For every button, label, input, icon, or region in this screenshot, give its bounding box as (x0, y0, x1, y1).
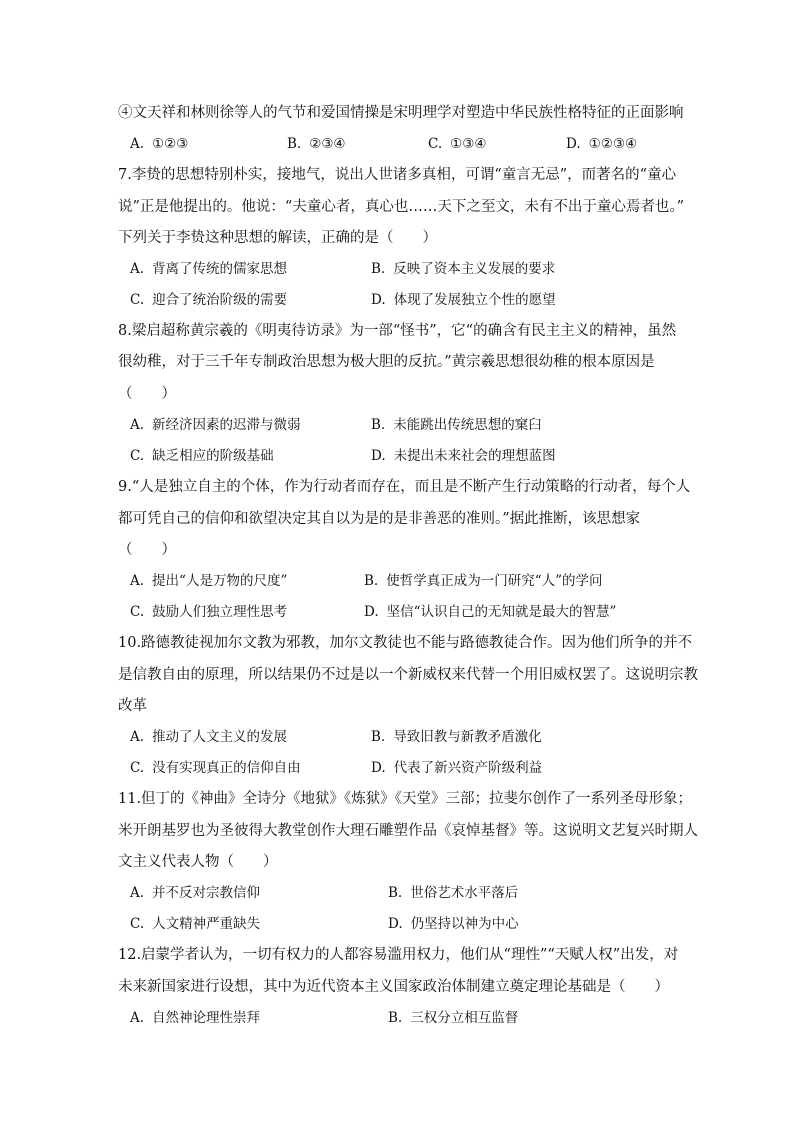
q10-stem-line-3: 改革 (118, 698, 147, 714)
option-text: 没有实现真正的信仰自由 (152, 760, 301, 776)
q7-option-c[interactable] (130, 290, 287, 310)
option-label: C. (130, 916, 145, 932)
option-text: 背离了传统的儒家思想 (152, 261, 288, 277)
q8-stem-line-3: （ ） (118, 386, 176, 402)
option-label: B. (371, 417, 386, 433)
q10-stem-line-2: 是信教自由的原理，所以结果仍不过是以一个新威权来代替一个用旧威权罢了。这说明宗教 (118, 667, 698, 683)
q12-option-b[interactable] (388, 1008, 518, 1028)
option-text: 新经济因素的迟滞与微弱 (152, 417, 301, 433)
option-label: B. (371, 729, 386, 745)
option-text: 世俗艺术水平落后 (410, 885, 519, 901)
option-label: C. (130, 604, 145, 620)
option-label: C. (130, 292, 145, 308)
option-text: 人文精神严重缺失 (152, 916, 261, 932)
option-label: C. (130, 760, 145, 776)
option-text: 使哲学真正成为一门研究“人”的学问 (386, 573, 603, 589)
q9-option-a[interactable] (130, 571, 287, 591)
option-text: 迎合了统治阶级的需要 (152, 292, 288, 308)
option-label: D. (566, 136, 581, 152)
q7-option-d[interactable] (371, 290, 556, 310)
q9-stem-line-1: 9.“人是独立自主的个体，作为行动者而存在，而且是不断产生行动策略的行动者，每个人 (118, 479, 691, 495)
q6-option-c[interactable] (428, 134, 486, 154)
option-text: 提出“人是万物的尺度” (152, 573, 288, 589)
option-text: 体现了发展独立个性的愿望 (393, 292, 556, 308)
option-label: A. (130, 885, 145, 901)
q8-stem-line-1: 8.梁启超称黄宗羲的《明夷待访录》为一部“怪书”，它“的确含有民主主义的精神，虽然 (118, 323, 677, 339)
option-label: D. (371, 292, 386, 308)
q11-option-c[interactable] (130, 914, 260, 934)
option-text: 导致旧教与新教矛盾激化 (393, 729, 542, 745)
option-label: C. (428, 136, 443, 152)
option-text: 并不反对宗教信仰 (152, 885, 261, 901)
option-text: 未能跳出传统思想的窠臼 (393, 417, 542, 433)
option-label: A. (130, 136, 145, 152)
q10-option-b[interactable] (371, 727, 542, 747)
option-text: 鼓励人们独立理性思考 (152, 604, 288, 620)
option-label: B. (371, 261, 386, 277)
option-label: C. (130, 448, 145, 464)
option-text: 缺乏相应的阶级基础 (152, 448, 274, 464)
q11-option-d[interactable] (388, 914, 519, 934)
q11-stem-line-2: 米开朗基罗也为圣彼得大教堂创作大理石雕塑作品《哀悼基督》等。这说明文艺复兴时期人 (118, 823, 698, 839)
q11-option-a[interactable] (130, 883, 260, 903)
q10-stem-line-1: 10.路德教徒视加尔文教为邪教，加尔文教徒也不能与路德教徒合作。因为他们所争的并不 (118, 635, 693, 651)
option-label: A. (130, 261, 145, 277)
option-label: A. (130, 729, 145, 745)
q10-option-d[interactable] (371, 758, 542, 778)
q8-option-d[interactable] (371, 446, 556, 466)
q7-option-b[interactable] (371, 259, 555, 279)
q9-option-d[interactable] (364, 602, 616, 622)
option-text: 坚信“认识自己的无知就是最大的智慧” (386, 604, 617, 620)
option-label: D. (388, 916, 403, 932)
q7-stem-line-3: 下列关于李贽这种思想的解读，正确的是（ ） (118, 230, 437, 246)
q9-stem-line-3: （ ） (118, 542, 176, 558)
option-label: D. (364, 604, 379, 620)
q8-option-a[interactable] (130, 415, 301, 435)
option-text: 自然神论理性崇拜 (152, 1010, 261, 1026)
option-label: B. (388, 1010, 403, 1026)
q11-stem-line-3: 文主义代表人物（ ） (118, 854, 278, 870)
option-text: 推动了人文主义的发展 (152, 729, 288, 745)
option-label: D. (371, 448, 386, 464)
option-text: ②③④ (309, 136, 346, 152)
q12-option-a[interactable] (130, 1008, 260, 1028)
option-text: 反映了资本主义发展的要求 (393, 261, 556, 277)
option-text: ①②③④ (588, 136, 638, 152)
q9-option-c[interactable] (130, 602, 287, 622)
q6-option-a[interactable] (130, 134, 188, 154)
q7-stem-line-1: 7.李贽的思想特别朴实，接地气，说出人世诸多真相，可谓“童言无忌”，而著名的“童心 (118, 167, 677, 183)
option-text: ①③④ (450, 136, 487, 152)
option-label: A. (130, 417, 145, 433)
q8-option-b[interactable] (371, 415, 542, 435)
option-label: A. (130, 573, 145, 589)
q6-option-b[interactable] (287, 134, 346, 154)
option-label: B. (388, 885, 403, 901)
q8-option-c[interactable] (130, 446, 274, 466)
q12-stem-line-2: 未来新国家进行设想，其中为近代资本主义国家政治体制建立奠定理论基础是（ ） (118, 979, 669, 995)
q7-option-a[interactable] (130, 259, 287, 279)
q6-option-d[interactable] (566, 134, 637, 154)
option-label: B. (364, 573, 379, 589)
option-text: 三权分立相互监督 (410, 1010, 519, 1026)
q9-stem-line-2: 都可凭自己的信仰和欲望决定其自以为是的是非善恶的准则。”据此推断，该思想家 (118, 511, 641, 527)
option-text: 仍坚持以神为中心 (410, 916, 519, 932)
q7-stem-line-2: 说”正是他提出的。他说：“夫童心者，真心也……天下之至文，未有不出于童心焉者也。” (118, 199, 684, 215)
option-text: 代表了新兴资产阶级利益 (393, 760, 543, 776)
q10-option-c[interactable] (130, 758, 301, 778)
option-text: 未提出未来社会的理想蓝图 (393, 448, 556, 464)
option-label: D. (371, 760, 386, 776)
q12-stem-line-1: 12.启蒙学者认为，一切有权力的人都容易滥用权力，他们从“理性”“天赋人权”出发，对 (118, 947, 679, 963)
q9-option-b[interactable] (364, 571, 603, 591)
option-label: B. (287, 136, 302, 152)
q11-stem-line-1: 11.但丁的《神曲》全诗分《地狱》《炼狱》《天堂》三部；拉斐尔创作了一系列圣母形象； (118, 791, 693, 807)
q10-option-a[interactable] (130, 727, 287, 747)
q6-statement-4: ④文天祥和林则徐等人的气节和爱国情操是宋明理学对塑造中华民族性格特征的正面影响 (118, 105, 684, 121)
option-text: ①②③ (152, 136, 189, 152)
q11-option-b[interactable] (388, 883, 518, 903)
option-label: A. (130, 1010, 145, 1026)
q8-stem-line-2: 很幼稚，对于三千年专制政治思想为极大胆的反抗。”黄宗羲思想很幼稚的根本原因是 (118, 354, 655, 370)
